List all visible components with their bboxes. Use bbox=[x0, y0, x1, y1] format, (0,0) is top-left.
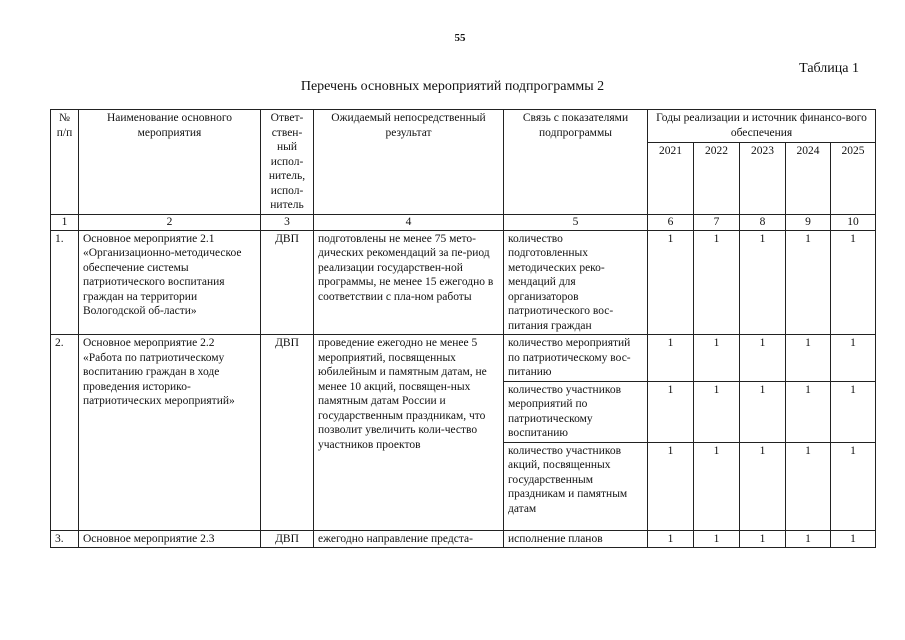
expected-result: ежегодно направление предста- bbox=[314, 530, 504, 548]
year-value: 1 bbox=[648, 335, 694, 382]
header-year: 2021 bbox=[648, 142, 694, 214]
row-number: 3. bbox=[51, 530, 79, 548]
year-value: 1 bbox=[831, 335, 876, 382]
column-number: 8 bbox=[740, 214, 786, 230]
header-year: 2023 bbox=[740, 142, 786, 214]
year-value: 1 bbox=[694, 335, 740, 382]
year-value: 1 bbox=[694, 442, 740, 530]
row-number: 1. bbox=[51, 230, 79, 335]
table-label: Таблица 1 bbox=[799, 61, 859, 76]
year-value: 1 bbox=[740, 442, 786, 530]
header-year: 2022 bbox=[694, 142, 740, 214]
header-executor: Ответ-ствен-ный испол-нитель, испол-нитель bbox=[261, 110, 314, 215]
year-value: 1 bbox=[740, 381, 786, 442]
column-number: 1 bbox=[51, 214, 79, 230]
year-value: 1 bbox=[740, 230, 786, 335]
year-value: 1 bbox=[786, 230, 831, 335]
year-value: 1 bbox=[694, 230, 740, 335]
year-value: 1 bbox=[740, 335, 786, 382]
column-number: 2 bbox=[79, 214, 261, 230]
year-value: 1 bbox=[831, 442, 876, 530]
column-number: 6 bbox=[648, 214, 694, 230]
indicator-link: количество участников мероприятий по патриотическому воспитанию bbox=[504, 381, 648, 442]
header-link: Связь с показателями подпрограммы bbox=[504, 110, 648, 215]
year-value: 1 bbox=[831, 381, 876, 442]
table-row bbox=[51, 335, 876, 382]
row-number: 2. bbox=[51, 335, 79, 531]
year-value: 1 bbox=[831, 230, 876, 335]
activity-name: Основное мероприятие 2.1 «Организационно-методическое обеспечение системы патриотического воспитания граждан на территории Вологодской об-ласти» bbox=[79, 230, 261, 335]
column-number: 4 bbox=[314, 214, 504, 230]
expected-result: проведение ежегодно не менее 5 мероприятий, посвященных юбилейным и памятным датам, не менее 10 акций, посвящен-ных памятным датам России и государственным праздникам, что позволит увеличить коли-чество участников проектов bbox=[314, 335, 504, 531]
header-row bbox=[51, 110, 876, 143]
table-row bbox=[51, 230, 876, 335]
year-value: 1 bbox=[831, 530, 876, 548]
executor: ДВП bbox=[261, 335, 314, 531]
header-years-group: Годы реализации и источник финансо-вого обеспечения bbox=[648, 110, 876, 143]
column-number: 5 bbox=[504, 214, 648, 230]
year-value: 1 bbox=[694, 530, 740, 548]
indicator-link: количество подготовленных методических реко-мендаций для организаторов патриотического вос-питания граждан bbox=[504, 230, 648, 335]
indicator-link: количество участников акций, посвященных государственным праздникам и памятным датам bbox=[504, 442, 648, 530]
indicator-link: исполнение планов bbox=[504, 530, 648, 548]
document-title: Перечень основных мероприятий подпрограммы 2 bbox=[300, 79, 605, 94]
year-value: 1 bbox=[786, 335, 831, 382]
year-value: 1 bbox=[648, 381, 694, 442]
column-number: 9 bbox=[786, 214, 831, 230]
activity-name: Основное мероприятие 2.2 «Работа по патриотическому воспитанию граждан в ходе проведения историко-патриотических мероприятий» bbox=[79, 335, 261, 531]
page-number: 55 bbox=[454, 32, 466, 44]
year-value: 1 bbox=[694, 381, 740, 442]
header-year: 2025 bbox=[831, 142, 876, 214]
executor: ДВП bbox=[261, 230, 314, 335]
column-number: 10 bbox=[831, 214, 876, 230]
activity-name: Основное мероприятие 2.3 bbox=[79, 530, 261, 548]
header-year: 2024 bbox=[786, 142, 831, 214]
year-value: 1 bbox=[786, 442, 831, 530]
year-value: 1 bbox=[786, 530, 831, 548]
executor: ДВП bbox=[261, 530, 314, 548]
column-number-row bbox=[51, 214, 876, 230]
header-num: № п/п bbox=[51, 110, 79, 215]
column-number: 7 bbox=[694, 214, 740, 230]
header-name: Наименование основного мероприятия bbox=[79, 110, 261, 215]
year-value: 1 bbox=[648, 230, 694, 335]
year-value: 1 bbox=[648, 530, 694, 548]
activities-table bbox=[50, 109, 876, 548]
expected-result: подготовлены не менее 75 мето-дических рекомендаций за пе-риод реализации государствен-ной программы, не менее 15 ежегодно в соответствии с пла-ном работы bbox=[314, 230, 504, 335]
year-value: 1 bbox=[740, 530, 786, 548]
column-number: 3 bbox=[261, 214, 314, 230]
header-result: Ожидаемый непосредственный результат bbox=[314, 110, 504, 215]
table-row bbox=[51, 530, 876, 548]
year-value: 1 bbox=[648, 442, 694, 530]
year-value: 1 bbox=[786, 381, 831, 442]
indicator-link: количество мероприятий по патриотическому вос-питанию bbox=[504, 335, 648, 382]
